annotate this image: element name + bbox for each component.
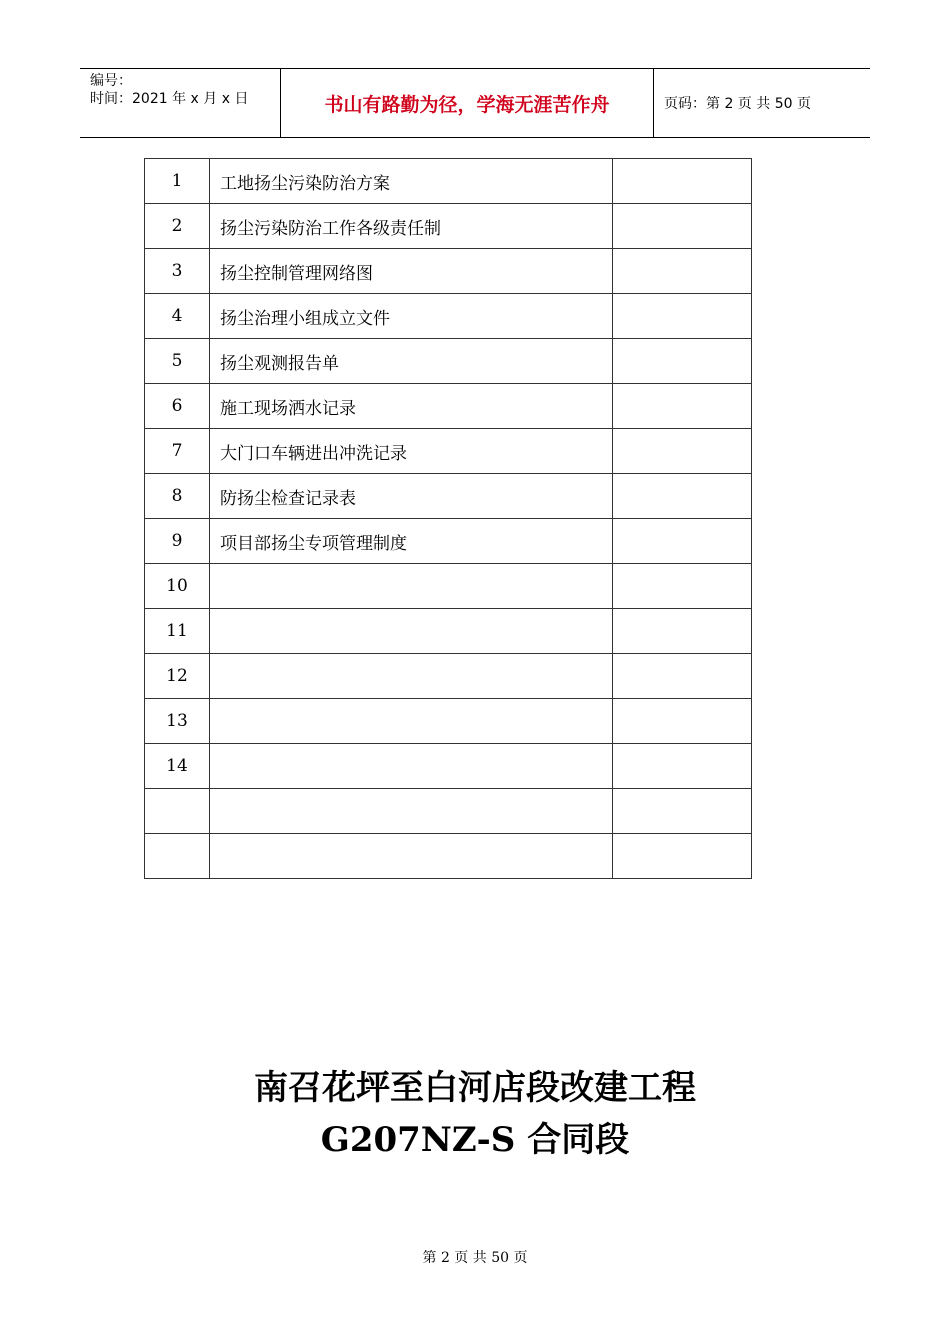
row-number-cell: 10 <box>145 564 210 609</box>
row-remark-cell <box>613 429 752 474</box>
row-title-cell: 项目部扬尘专项管理制度 <box>210 519 613 564</box>
table-row <box>145 609 752 654</box>
row-title-cell <box>210 834 613 879</box>
table-row <box>145 159 752 204</box>
row-title-cell: 工地扬尘污染防治方案 <box>210 159 613 204</box>
row-remark-cell <box>613 294 752 339</box>
table-row <box>145 519 752 564</box>
table-row <box>145 474 752 519</box>
row-number-cell: 12 <box>145 654 210 699</box>
row-remark-cell <box>613 339 752 384</box>
row-number-cell: 14 <box>145 744 210 789</box>
page-info: 页码：第 2 页 共 50 页 <box>664 96 811 112</box>
row-title-cell: 扬尘观测报告单 <box>210 339 613 384</box>
row-remark-cell <box>613 654 752 699</box>
header-meta-cell <box>80 69 280 137</box>
row-remark-cell <box>613 474 752 519</box>
header-motto-cell <box>281 69 653 137</box>
row-number-cell: 4 <box>145 294 210 339</box>
table-row <box>145 249 752 294</box>
row-number-cell: 13 <box>145 699 210 744</box>
row-number-cell: 6 <box>145 384 210 429</box>
table-row <box>145 699 752 744</box>
project-title: 南召花坪至白河店段改建工程 <box>254 1068 696 1108</box>
motto-text: 书山有路勤为径，学海无涯苦作舟 <box>324 93 610 116</box>
row-remark-cell <box>613 249 752 294</box>
row-title-cell <box>210 699 613 744</box>
row-title-cell: 防扬尘检查记录表 <box>210 474 613 519</box>
row-title-cell: 扬尘治理小组成立文件 <box>210 294 613 339</box>
header-page-cell <box>654 69 870 137</box>
row-remark-cell <box>613 564 752 609</box>
table-row <box>145 339 752 384</box>
date-label: 时间：2021 年 x 月 x 日 <box>90 91 249 107</box>
table-row <box>145 744 752 789</box>
row-number-cell: 9 <box>145 519 210 564</box>
row-title-cell: 扬尘污染防治工作各级责任制 <box>210 204 613 249</box>
row-number-cell: 8 <box>145 474 210 519</box>
row-number-cell: 7 <box>145 429 210 474</box>
row-number-cell: 5 <box>145 339 210 384</box>
row-number-cell <box>145 789 210 834</box>
row-title-cell <box>210 609 613 654</box>
row-remark-cell <box>613 384 752 429</box>
row-title-cell: 大门口车辆进出冲洗记录 <box>210 429 613 474</box>
table-row <box>145 834 752 879</box>
document-list-table <box>144 158 752 879</box>
row-title-cell <box>210 789 613 834</box>
row-remark-cell <box>613 204 752 249</box>
row-title-cell <box>210 564 613 609</box>
table-row <box>145 204 752 249</box>
row-number-cell: 11 <box>145 609 210 654</box>
row-title-cell <box>210 654 613 699</box>
row-remark-cell <box>613 834 752 879</box>
row-title-cell <box>210 744 613 789</box>
row-remark-cell <box>613 519 752 564</box>
row-remark-cell <box>613 744 752 789</box>
row-remark-cell <box>613 789 752 834</box>
table-row <box>145 789 752 834</box>
table-row <box>145 654 752 699</box>
row-remark-cell <box>613 159 752 204</box>
table-row <box>145 564 752 609</box>
row-title-cell: 施工现场洒水记录 <box>210 384 613 429</box>
row-remark-cell <box>613 699 752 744</box>
row-title-cell: 扬尘控制管理网络图 <box>210 249 613 294</box>
row-remark-cell <box>613 609 752 654</box>
contract-section-title: G207NZ-S 合同段 <box>320 1120 630 1160</box>
page-footer: 第 2 页 共 50 页 <box>422 1250 528 1266</box>
row-number-cell <box>145 834 210 879</box>
row-number-cell: 1 <box>145 159 210 204</box>
table-row <box>145 384 752 429</box>
row-number-cell: 3 <box>145 249 210 294</box>
table-row <box>145 429 752 474</box>
code-label: 编号： <box>90 73 132 89</box>
page-header <box>80 68 870 138</box>
row-number-cell: 2 <box>145 204 210 249</box>
table-row <box>145 294 752 339</box>
